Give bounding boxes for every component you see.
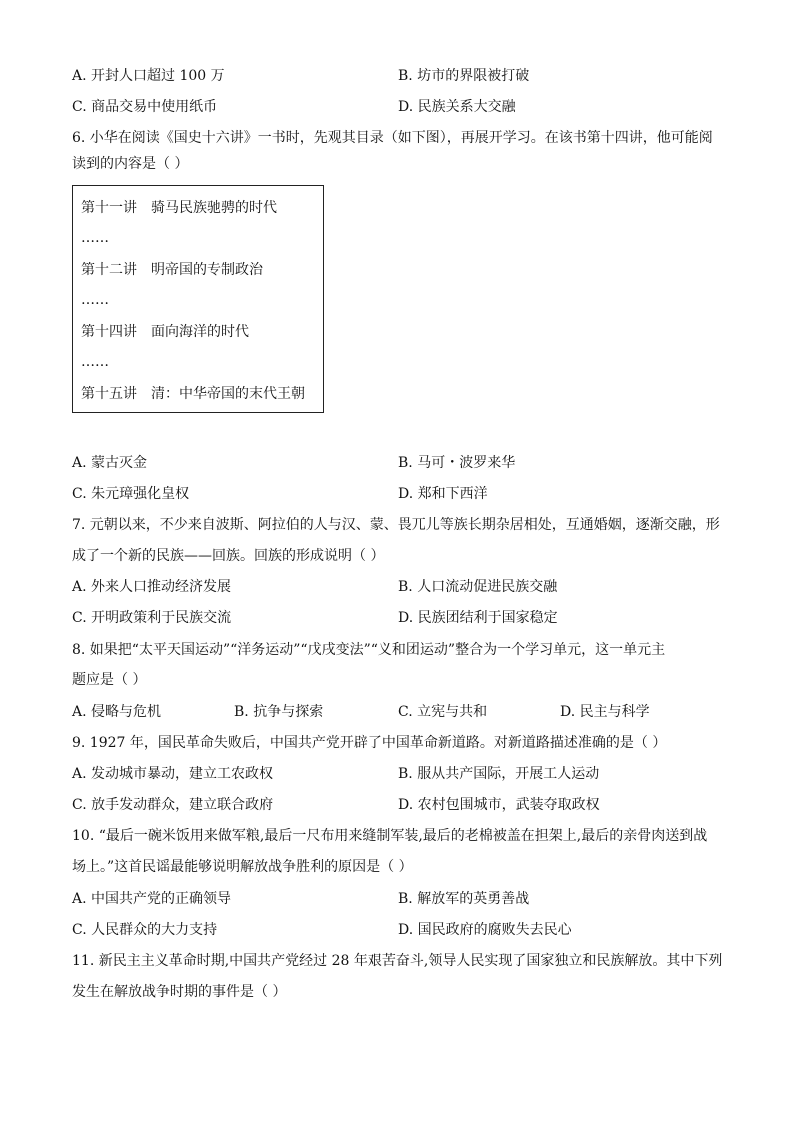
q10-option-b: B. 解放军的英勇善战	[398, 891, 530, 907]
q8-stem-line2: 题应是（ ）	[72, 672, 147, 688]
q11-stem-line1: 11. 新民主主义革命时期,中国共产党经过 28 年艰苦奋斗,领导人民实现了国家独立和民族解放。其中下列	[72, 953, 723, 969]
q7-stem-line1: 7. 元朝以来，不少来自波斯、阿拉伯的人与汉、蒙、畏兀儿等族长期杂居相处，互通婚姻，逐渐交融，形	[72, 517, 720, 533]
q5-option-a: A. 开封人口超过 100 万	[72, 68, 225, 84]
q7-option-a: A. 外来人口推动经济发展	[72, 579, 232, 595]
q6-stem-line2: 读到的内容是（ ）	[72, 156, 189, 172]
q5-option-c: C. 商品交易中使用纸币	[72, 99, 218, 115]
q8-stem-line1: 8. 如果把“太平天国运动”“洋务运动”“戊戌变法”“义和团运动”整合为一个学习单元，这一单元主	[72, 642, 666, 658]
q10-option-c: C. 人民群众的大力支持	[72, 922, 218, 938]
q7-stem-line2: 成了一个新的民族——回族。回族的形成说明（ ）	[72, 548, 385, 564]
q6-stem-line1: 6. 小华在阅读《国史十六讲》一书时，先观其目录（如下图），再展开学习。在该书第十四讲，他可能阅	[72, 130, 713, 146]
toc-entry-15: 第十五讲 清：中华帝国的末代王朝	[81, 386, 305, 402]
toc-ellipsis: ……	[81, 230, 109, 246]
q5-option-d: D. 民族关系大交融	[398, 99, 516, 115]
q6-option-c: C. 朱元璋强化皇权	[72, 486, 190, 502]
q8-option-c: C. 立宪与共和	[398, 704, 488, 720]
q10-option-a: A. 中国共产党的正确领导	[72, 891, 232, 907]
q7-option-d: D. 民族团结利于国家稳定	[398, 610, 558, 626]
q10-option-d: D. 国民政府的腐败失去民心	[398, 922, 572, 938]
q8-option-b: B. 抗争与探索	[234, 704, 324, 720]
q8-option-a: A. 侵略与危机	[72, 704, 162, 720]
toc-entry-14: 第十四讲 面向海洋的时代	[81, 324, 249, 340]
q11-stem-line2: 发生在解放战争时期的事件是（ ）	[72, 984, 287, 1000]
table-of-contents-box	[72, 185, 324, 413]
toc-entry-11: 第十一讲 骑马民族驰骋的时代	[81, 200, 277, 216]
q9-option-c: C. 放手发动群众，建立联合政府	[72, 797, 274, 813]
q10-stem-line2: 场上。”这首民谣最能够说明解放战争胜利的原因是（ ）	[72, 859, 413, 875]
q7-option-c: C. 开明政策利于民族交流	[72, 610, 232, 626]
q9-option-a: A. 发动城市暴动，建立工农政权	[72, 766, 274, 782]
toc-ellipsis: ……	[81, 354, 109, 370]
toc-ellipsis: ……	[81, 292, 109, 308]
q8-option-d: D. 民主与科学	[560, 704, 650, 720]
q6-option-d: D. 郑和下西洋	[398, 486, 488, 502]
q10-stem-line1: 10. “最后一碗米饭用来做军粮,最后一尺布用来缝制军装,最后的老棉被盖在担架上,最后的亲骨肉送到战	[72, 828, 708, 844]
q9-option-b: B. 服从共产国际，开展工人运动	[398, 766, 600, 782]
q6-option-b: B. 马可・波罗来华	[398, 455, 516, 471]
q7-option-b: B. 人口流动促进民族交融	[398, 579, 558, 595]
q6-option-a: A. 蒙古灭金	[72, 455, 148, 471]
q9-option-d: D. 农村包围城市，武装夺取政权	[398, 797, 600, 813]
q9-stem-line1: 9. 1927 年，国民革命失败后，中国共产党开辟了中国革命新道路。对新道路描述准确的是（ ）	[72, 735, 667, 751]
toc-entry-12: 第十二讲 明帝国的专制政治	[81, 262, 263, 278]
q5-option-b: B. 坊市的界限被打破	[398, 68, 530, 84]
